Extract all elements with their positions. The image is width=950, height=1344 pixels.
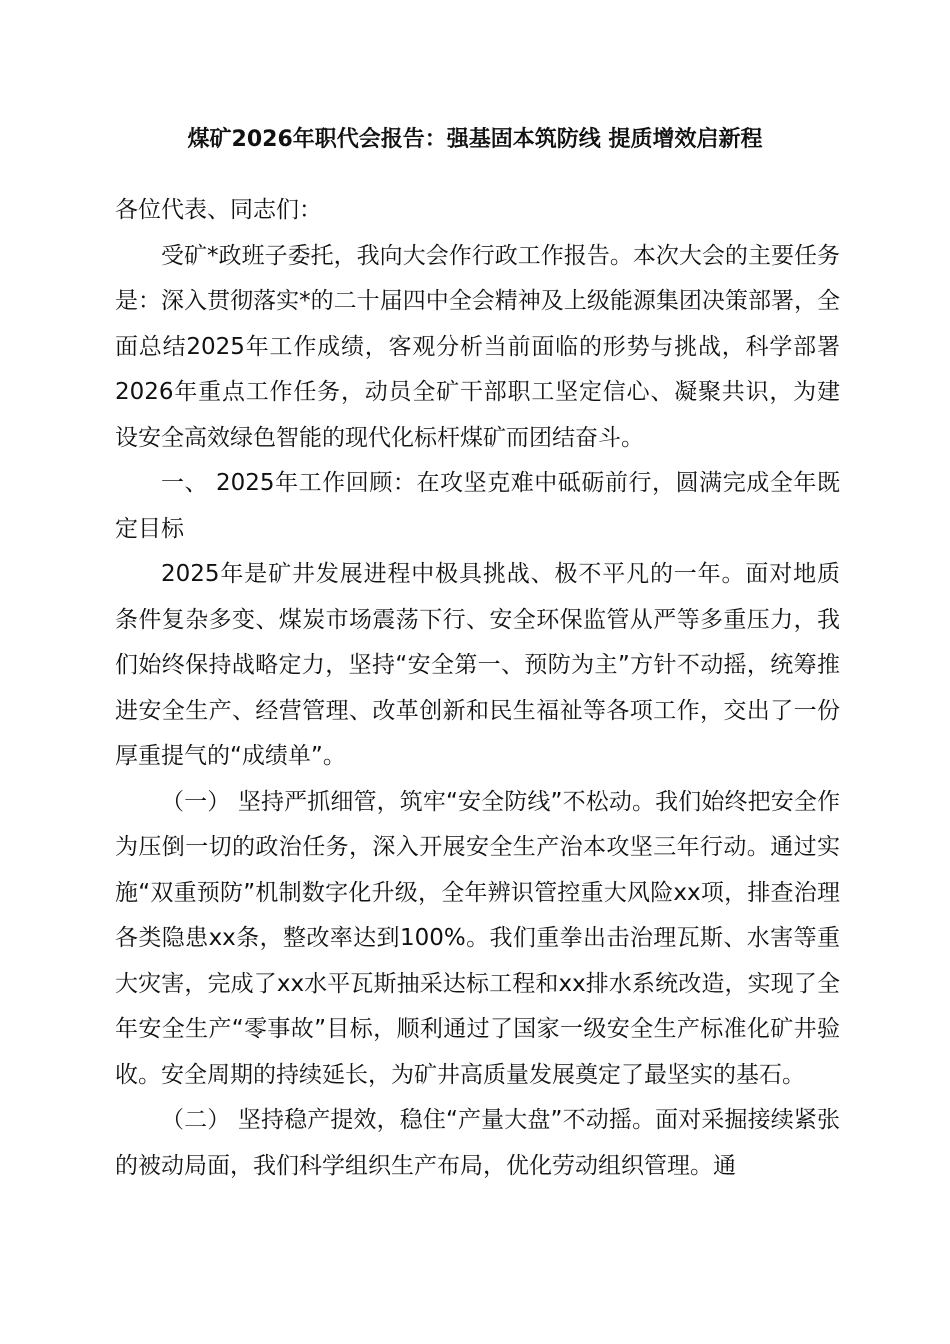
paragraph-safety: （一） 坚持严抓细管，筑牢“安全防线”不松动。我们始终把安全作为压倒一切的政治任务，深入开展安全生产治本攻坚三年行动。通过实施“双重预防”机制数字化升级，全年辨识管控重大风险xx项，排查治理各类隐患xx条，整改率达到100%。我们重拳出击治理瓦斯、水害等重大灾害，完成了xx水平瓦斯抽采达标工程和xx排水系统改造，实现了全年安全生产“零事故”目标，顺利通过了国家一级安全生产标准化矿井验收。安全周期的持续延长，为矿井高质量发展奠定了最坚实的基石。 [115,788,840,1088]
salutation: 各位代表、同志们： [115,197,322,223]
paragraph-2025-overview: 2025年是矿井发展进程中极具挑战、极不平凡的一年。面对地质条件复杂多变、煤炭市场震荡下行、安全环保监管从严等多重压力，我们始终保持战略定力，坚持“安全第一、预防为主”方针不动摇，统筹推进安全生产、经营管理、改革创新和民生福祉等各项工作，交出了一份厚重提气的“成绩单”。 [115,561,840,769]
paragraph-intro: 受矿*政班子委托，我向大会作行政工作报告。本次大会的主要任务是：深入贯彻落实*的二十届四中全会精神及上级能源集团决策部署，全面总结2025年工作成绩，客观分析当前面临的形势与挑战，科学部署2026年重点工作任务，动员全矿干部职工坚定信心、凝聚共识，为建设安全高效绿色智能的现代化标杆煤矿而团结奋斗。 [115,242,840,451]
document-title: 煤矿2026年职代会报告：强基固本筑防线 提质增效启新程 [187,127,763,152]
section-heading-1: 一、 2025年工作回顾：在攻坚克难中砥砺前行，圆满完成全年既定目标 [115,470,840,542]
paragraph-production: （二） 坚持稳产提效，稳住“产量大盘”不动摇。面对采掘接续紧张的被动局面，我们科学组织生产布局，优化劳动组织管理。通 [115,1107,840,1179]
document-body [115,188,840,1189]
